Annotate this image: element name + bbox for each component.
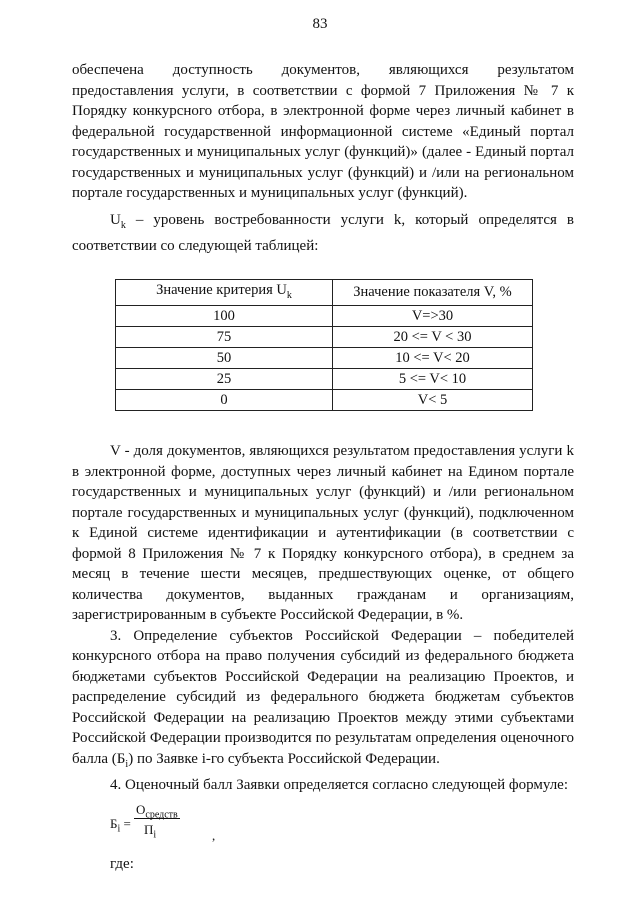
paragraph-section-3 [72, 626, 574, 776]
table-header-row [116, 279, 533, 306]
table-row [116, 390, 533, 411]
table-row [116, 369, 533, 390]
uk-subscript: k [120, 219, 126, 231]
formula-fraction-bar [134, 818, 180, 819]
formula-numerator-subscript: средств [145, 809, 178, 821]
cell-indicator: V=>30 [333, 306, 533, 327]
header-criterion-subscript: k [286, 289, 292, 301]
cell-criterion: 100 [116, 306, 333, 327]
cell-indicator: V< 5 [333, 390, 533, 411]
cell-indicator: 20 <= V < 30 [333, 327, 533, 348]
cell-criterion: 0 [116, 390, 333, 411]
uk-symbol: U [110, 211, 121, 228]
cell-indicator: 5 <= V< 10 [333, 369, 533, 390]
paragraph-section-4: 4. Оценочный балл Заявки определяется согласно следующей формуле: [110, 777, 568, 794]
paragraph-v-definition: V - доля документов, являющихся результатом предоставления услуги k в электронной форме, доступных через личный кабинет на Едином портале государственных и муниципальных услуг (функций) и /или региональном портале государственных и муниципальных услуг (функций), подключенном к Единой системе идентификации и аутентификации (в соответствии с формой 8 Приложения № 7 к Порядку конкурсного отбора), в среднем за месяц в течение шести месяцев, предшествующих оценке, от общего количества документов, выданных гражданам и организациям, зарегистрированным в субъекте Российской Федерации, в %. [72, 443, 574, 624]
formula-lhs [110, 814, 131, 840]
criteria-table [115, 279, 533, 412]
formula-equals: = [120, 815, 131, 831]
formula-denominator-symbol: П [144, 821, 154, 837]
cell-criterion: 50 [116, 348, 333, 369]
cell-criterion: 25 [116, 369, 333, 390]
page-number: 83 [312, 16, 328, 32]
paragraph-availability: обеспечена доступность документов, являющихся результатом предоставления услуги, в соответствии с формой 7 Приложения № 7 к Порядку конкурсного отбора, в электронной форме через личный кабинет в федеральной государственной информационной системе «Единый портал государственных и муниципальных услуг (функций)» (далее - Единый портал государственных и муниципальных услуг (функций) и /или на региональном портале государственных и муниципальных услуг (функций). [72, 62, 574, 201]
header-indicator: Значение показателя V, % [333, 279, 533, 306]
formula-lhs-subscript: i [117, 823, 121, 835]
header-criterion [116, 279, 333, 306]
header-criterion-label: Значение критерия U [156, 281, 287, 298]
score-formula [110, 800, 574, 846]
section-3-text: 3. Определение субъектов Российской Федерации – победителей конкурсного отбора на право получения субсидий из федерального бюджета бюджетами субъектов Российской Федерации на реализацию Проектов, и распределение субсидий из федерального бюджета бюджетам субъектов Российской Федерации на реализацию Проектов между этими субъектами Российской Федерации производится по результатам определения оценочного балла (Б [72, 627, 574, 767]
cell-indicator: 10 <= V< 20 [333, 348, 533, 369]
formula-numerator [136, 800, 178, 826]
section-3-subscript: i [125, 758, 129, 770]
section-3-tail: ) по Заявке i-го субъекта Российской Федерации. [128, 750, 440, 767]
formula-numerator-symbol: О [136, 801, 146, 817]
uk-definition-text: – уровень востребованности услуги k, который определятся в соответствии со следующей таблицей: [72, 211, 574, 254]
formula-comma: , [212, 827, 216, 843]
paragraph-uk-definition [72, 210, 574, 257]
document-body [72, 60, 574, 874]
formula-denominator-subscript: i [153, 829, 157, 841]
table-row [116, 327, 533, 348]
cell-criterion: 75 [116, 327, 333, 348]
table-row [116, 348, 533, 369]
where-label: где: [110, 855, 134, 872]
formula-lhs-symbol: Б [110, 815, 118, 831]
formula-denominator [144, 820, 156, 846]
table-row [116, 306, 533, 327]
